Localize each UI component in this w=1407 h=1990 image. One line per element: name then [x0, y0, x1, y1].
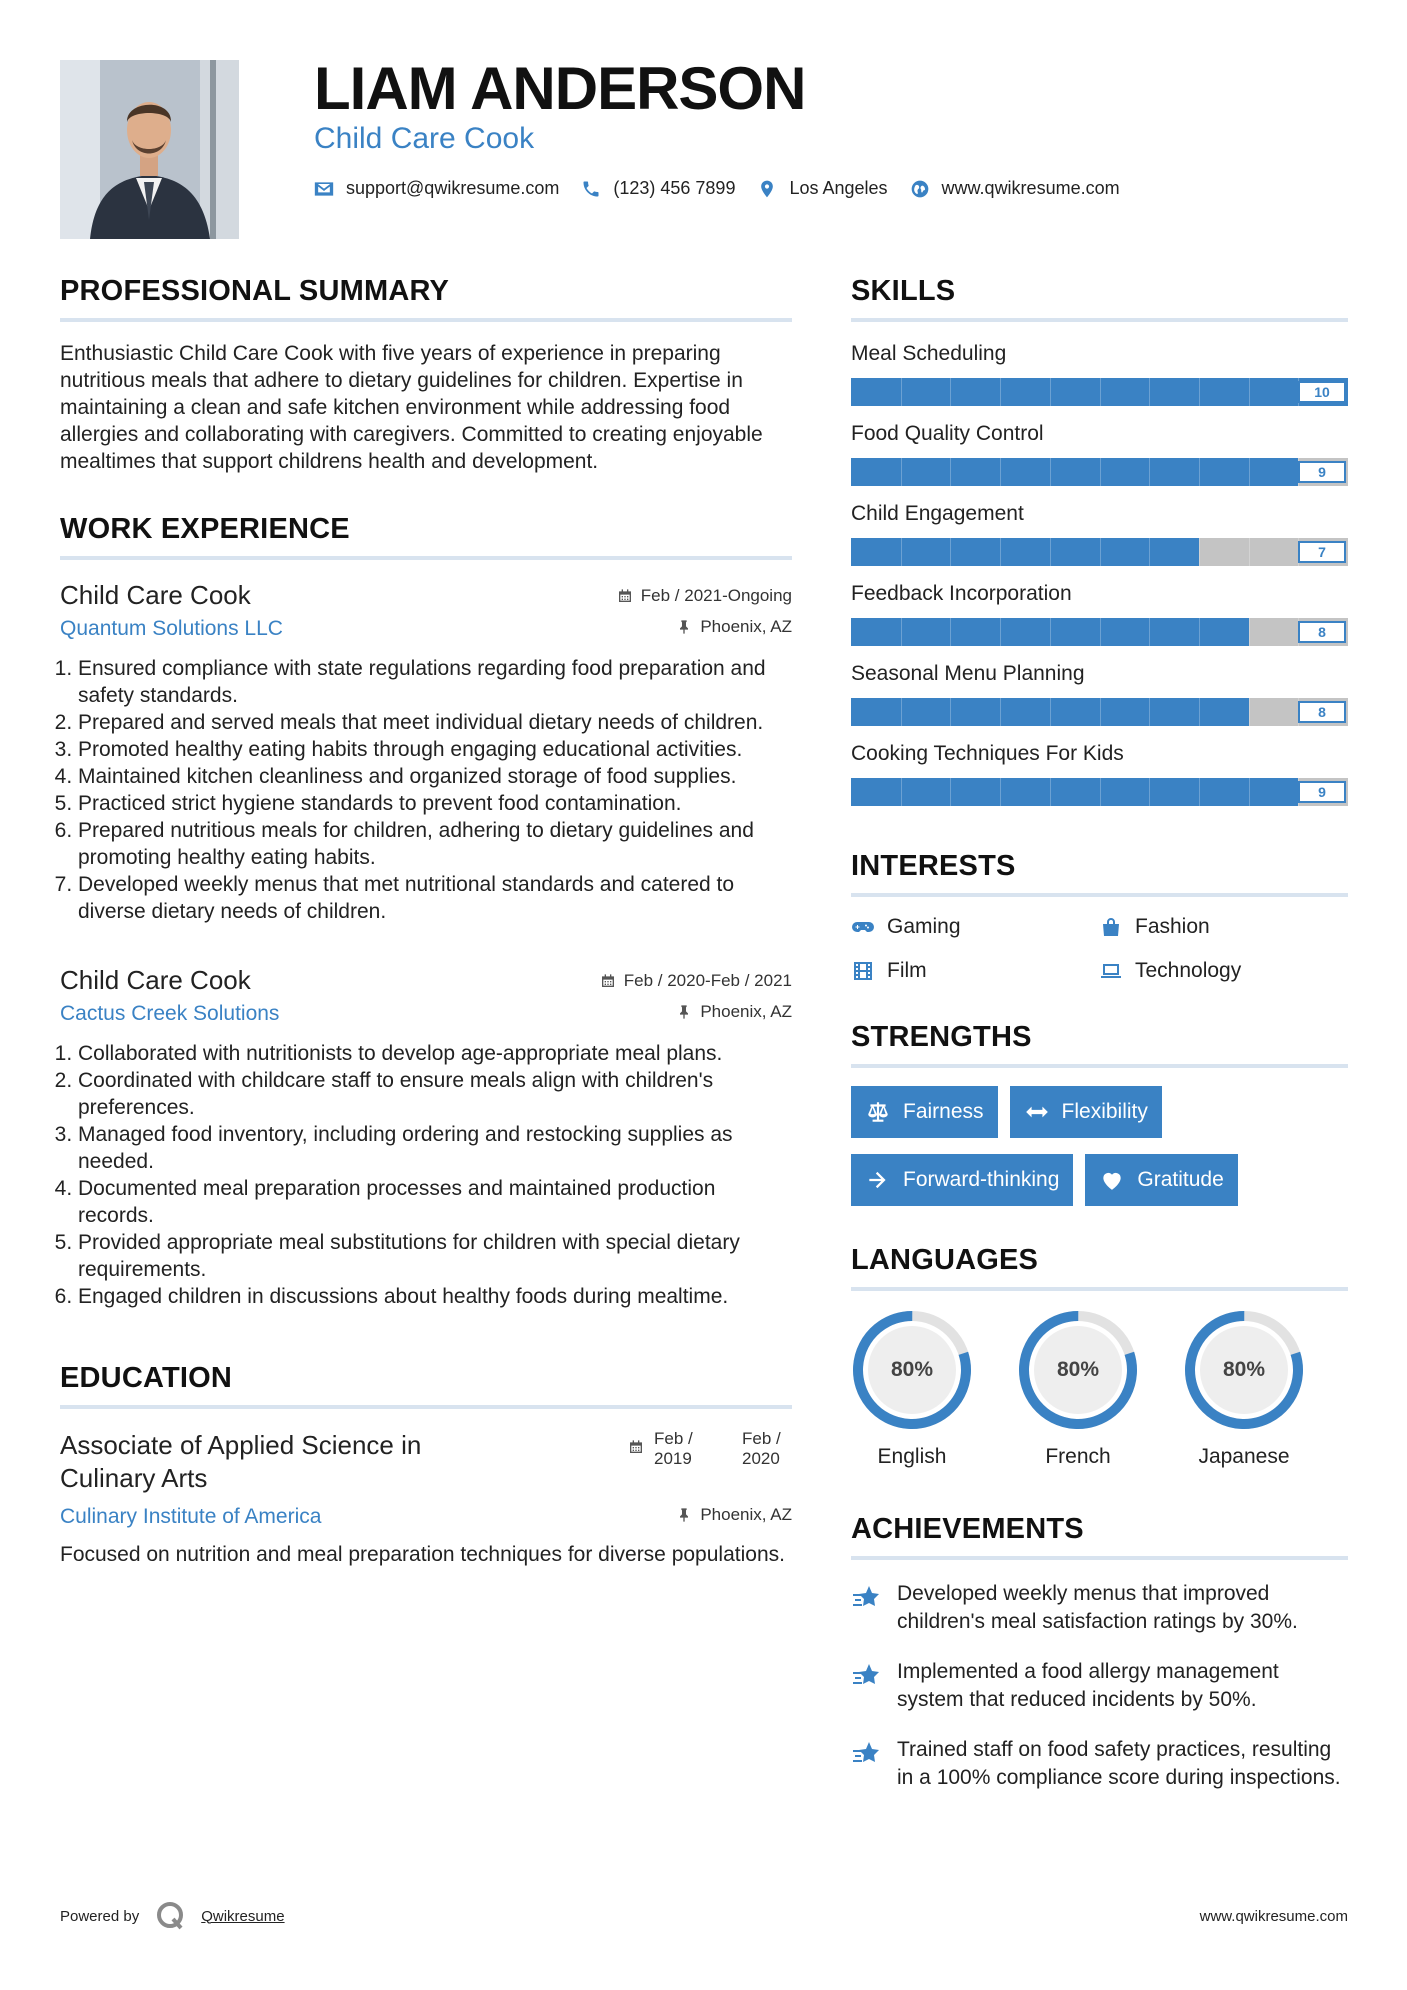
- interest-label: Film: [887, 959, 927, 982]
- job-title: Child Care Cook: [60, 965, 251, 995]
- arrows-horizontal-icon: [1024, 1099, 1050, 1125]
- education-school: Culinary Institute of America: [60, 1505, 322, 1528]
- contact-phone-text: (123) 456 7899: [613, 178, 736, 198]
- skill-bar: [851, 778, 1348, 806]
- interest-item: [851, 959, 1099, 983]
- achievement-text: Developed weekly menus that improved children's meal satisfaction ratings by 30%.: [897, 1582, 1298, 1633]
- contact-website-text: www.qwikresume.com: [941, 178, 1120, 198]
- skill-bar-segment: [1249, 458, 1250, 486]
- skill-bar-segment: [950, 618, 951, 646]
- summary-heading: PROFESSIONAL SUMMARY: [60, 275, 792, 322]
- list-item: 1. Ensured compliance with state regulations regarding food preparation and safety standards.: [78, 655, 792, 709]
- interest-item: [1099, 959, 1347, 983]
- education-section: [60, 1362, 792, 1568]
- candidate-title: Child Care Cook: [314, 122, 535, 155]
- skill-bar-segment: [1100, 698, 1101, 726]
- contact-location: [757, 178, 887, 199]
- interest-item: [851, 915, 1099, 939]
- contact-email[interactable]: [314, 178, 559, 199]
- skill-bar-segment: [950, 538, 951, 566]
- education-degree: Associate of Applied Science in Culinary Arts: [60, 1430, 422, 1493]
- skill-bar-segment: [1050, 778, 1051, 806]
- language-name: Japanese: [1198, 1445, 1290, 1468]
- achievement-item: [851, 1658, 1348, 1714]
- achievements-section: [851, 1513, 1348, 1792]
- job-company: Quantum Solutions LLC: [60, 617, 283, 640]
- education-dates: [628, 1429, 792, 1469]
- language-ring: [1017, 1309, 1139, 1431]
- calendar-icon: [600, 973, 616, 989]
- list-item: 3. Promoted healthy eating habits through engaging educational activities.: [78, 736, 792, 763]
- skill-bar-segment: [1050, 618, 1051, 646]
- list-item: 7. Developed weekly menus that met nutritional standards and catered to diverse dietary needs of children.: [78, 871, 792, 925]
- skill-name: Meal Scheduling: [851, 342, 1007, 365]
- skill-bar-segment: [950, 698, 951, 726]
- list-item: 3. Managed food inventory, including ordering and restocking supplies as needed.: [78, 1121, 792, 1175]
- contact-phone[interactable]: [581, 178, 735, 199]
- footer-url[interactable]: www.qwikresume.com: [1199, 1908, 1348, 1925]
- gamepad-icon: [851, 915, 875, 939]
- strength-label: Flexibility: [1061, 1100, 1148, 1123]
- pushpin-icon: [676, 1004, 692, 1020]
- skill-bar-segment: [1149, 698, 1150, 726]
- education-start: Feb / 2019: [654, 1429, 693, 1468]
- languages-section: [851, 1244, 1348, 1469]
- strength-label: Forward-thinking: [903, 1168, 1060, 1191]
- language-ring: [1183, 1309, 1305, 1431]
- skill-bar-segment: [950, 378, 951, 406]
- skill-score: 9: [1298, 461, 1346, 483]
- contact-email-text: support@qwikresume.com: [346, 178, 560, 198]
- skill-bar: [851, 378, 1348, 406]
- job-entry-1: [60, 580, 792, 925]
- star-badge-icon: [851, 1582, 883, 1614]
- star-badge-icon: [851, 1660, 883, 1692]
- skill-bar-segment: [1050, 538, 1051, 566]
- skill-score: 10: [1298, 381, 1346, 403]
- language-item: [1183, 1309, 1305, 1469]
- strength-tag: [1085, 1154, 1237, 1206]
- skill-item: [851, 422, 1348, 486]
- skills-section: [851, 275, 1348, 806]
- skill-bar-segment: [901, 378, 902, 406]
- contact-website[interactable]: [910, 178, 1120, 199]
- summary-text: Enthusiastic Child Care Cook with five years of experience in preparing nutritious meals that adhere to dietary guidelines for children. Expertise in maintaining a clean and safe kitchen environment while addressing food allergies and collaborating with caregivers. Committed to creating enjoyable mealtimes that support childrens health and development.: [60, 342, 763, 473]
- interest-label: Technology: [1135, 959, 1242, 982]
- contact-location-text: Los Angeles: [789, 178, 888, 198]
- job-location: [676, 617, 792, 637]
- skill-score: 7: [1298, 541, 1346, 563]
- strength-tag: [851, 1154, 1073, 1206]
- experience-heading: WORK EXPERIENCE: [60, 513, 792, 560]
- skill-bar-segment: [1199, 538, 1200, 566]
- skill-bar-segment: [1100, 778, 1101, 806]
- skill-name: Child Engagement: [851, 502, 1024, 525]
- education-description: Focused on nutrition and meal preparation techniques for diverse populations.: [60, 1543, 785, 1566]
- skill-name: Feedback Incorporation: [851, 582, 1072, 605]
- language-percent: 80%: [1222, 1358, 1266, 1381]
- calendar-icon: [628, 1439, 644, 1455]
- skill-bar: [851, 538, 1348, 566]
- languages-heading: LANGUAGES: [851, 1244, 1348, 1291]
- skill-bar-fill: [851, 778, 1298, 806]
- skill-bar-segment: [1149, 378, 1150, 406]
- education-heading: EDUCATION: [60, 1362, 792, 1409]
- skill-item: [851, 742, 1348, 806]
- achievement-item: [851, 1736, 1348, 1792]
- skill-bar-segment: [1199, 778, 1200, 806]
- profile-photo-image: [60, 60, 239, 239]
- skill-bar: [851, 618, 1348, 646]
- skill-bar-segment: [1249, 538, 1250, 566]
- skill-bar-segment: [1199, 618, 1200, 646]
- summary-section: [60, 275, 792, 475]
- interest-label: Fashion: [1135, 915, 1210, 938]
- laptop-icon: [1099, 959, 1123, 983]
- skills-list: [851, 342, 1348, 806]
- skill-bar-segment: [1000, 618, 1001, 646]
- strength-label: Gratitude: [1137, 1168, 1224, 1191]
- language-ring: [851, 1309, 973, 1431]
- interest-label: Gaming: [887, 915, 961, 938]
- job-company: Cactus Creek Solutions: [60, 1002, 280, 1025]
- skill-bar-segment: [950, 458, 951, 486]
- footer-powered-by: [60, 1900, 285, 1932]
- phone-icon: [581, 179, 601, 199]
- skill-bar-segment: [1050, 458, 1051, 486]
- list-item: 6. Prepared nutritious meals for children, adhering to dietary guidelines and promoting healthy eating habits.: [78, 817, 792, 871]
- skill-bar-segment: [1100, 458, 1101, 486]
- skill-bar-segment: [1100, 538, 1101, 566]
- job-location: [676, 1002, 792, 1022]
- job-location-text: Phoenix, AZ: [700, 1002, 792, 1021]
- achievements-heading: ACHIEVEMENTS: [851, 1513, 1348, 1560]
- skill-bar-segment: [1249, 698, 1250, 726]
- achievement-text: Implemented a food allergy management system that reduced incidents by 50%.: [897, 1660, 1279, 1711]
- left-column: [60, 275, 792, 1568]
- skill-bar-segment: [1249, 618, 1250, 646]
- education-location: [676, 1505, 792, 1525]
- skill-bar-segment: [1249, 778, 1250, 806]
- language-name: French: [1045, 1445, 1111, 1468]
- skill-item: [851, 582, 1348, 646]
- list-item: 5. Provided appropriate meal substitutions for children with special dietary requirements.: [78, 1229, 792, 1283]
- skill-bar: [851, 458, 1348, 486]
- skill-bar-segment: [1199, 378, 1200, 406]
- star-badge-icon: [851, 1738, 883, 1770]
- skill-score: 9: [1298, 781, 1346, 803]
- skill-bar-segment: [1249, 378, 1250, 406]
- job-date-text: Feb / 2020-Feb / 2021: [623, 971, 792, 990]
- balance-scale-icon: [865, 1099, 891, 1125]
- skill-bar-segment: [901, 618, 902, 646]
- language-item: [1017, 1309, 1139, 1469]
- strengths-section: [851, 1021, 1348, 1206]
- skill-bar-segment: [901, 778, 902, 806]
- job-location-text: Phoenix, AZ: [700, 617, 792, 636]
- language-item: [851, 1309, 973, 1469]
- list-item: 1. Collaborated with nutritionists to develop age-appropriate meal plans.: [78, 1040, 792, 1067]
- skill-bar-segment: [1149, 538, 1150, 566]
- skill-bar-segment: [1149, 618, 1150, 646]
- skill-bar-segment: [1199, 458, 1200, 486]
- contact-info: [314, 178, 1142, 199]
- strength-label: Fairness: [903, 1100, 984, 1123]
- skill-score: 8: [1298, 701, 1346, 723]
- skill-item: [851, 342, 1348, 406]
- language-percent: 80%: [1056, 1358, 1100, 1381]
- job-responsibilities: [60, 655, 792, 925]
- interest-item: [1099, 915, 1347, 939]
- strength-tag: [1010, 1086, 1162, 1138]
- right-column: [851, 275, 1348, 1814]
- skill-name: Food Quality Control: [851, 422, 1044, 445]
- list-item: 6. Engaged children in discussions about healthy foods during mealtime.: [78, 1283, 792, 1310]
- skill-bar-segment: [901, 538, 902, 566]
- job-date: [617, 586, 792, 606]
- skill-bar-segment: [1050, 698, 1051, 726]
- location-pin-icon: [757, 179, 777, 199]
- skill-name: Cooking Techniques For Kids: [851, 742, 1124, 765]
- language-name: English: [877, 1445, 947, 1468]
- skill-bar-segment: [1000, 458, 1001, 486]
- calendar-icon: [617, 588, 633, 604]
- education-location-text: Phoenix, AZ: [700, 1505, 792, 1524]
- achievement-text: Trained staff on food safety practices, resulting in a 100% compliance score during inspections.: [897, 1738, 1341, 1789]
- skill-bar-segment: [1050, 378, 1051, 406]
- job-title: Child Care Cook: [60, 580, 251, 610]
- skill-bar-segment: [1199, 698, 1200, 726]
- powered-by-text: Powered by: [60, 1907, 140, 1925]
- skill-bar-segment: [1100, 618, 1101, 646]
- skill-bar-segment: [901, 458, 902, 486]
- pushpin-icon: [676, 619, 692, 635]
- candidate-name: LIAM ANDERSON: [314, 55, 806, 122]
- job-responsibilities: [60, 1040, 792, 1310]
- interests-heading: INTERESTS: [851, 850, 1348, 897]
- skill-item: [851, 662, 1348, 726]
- languages-list: [851, 1309, 1348, 1469]
- heart-icon: [1099, 1167, 1125, 1193]
- qwikresume-logo-icon: [155, 1900, 187, 1932]
- list-item: 4. Maintained kitchen cleanliness and organized storage of food supplies.: [78, 763, 792, 790]
- skill-bar-segment: [1000, 698, 1001, 726]
- skill-name: Seasonal Menu Planning: [851, 662, 1085, 685]
- interests-section: [851, 850, 1348, 983]
- education-end: Feb / 2020: [742, 1429, 781, 1468]
- film-icon: [851, 959, 875, 983]
- skills-heading: SKILLS: [851, 275, 1348, 322]
- arrow-right-icon: [865, 1167, 891, 1193]
- list-item: 2. Prepared and served meals that meet individual dietary needs of children.: [78, 709, 792, 736]
- skill-bar-segment: [1100, 378, 1101, 406]
- experience-section: [60, 513, 792, 1310]
- job-date: [600, 971, 792, 991]
- skill-score: 8: [1298, 621, 1346, 643]
- shopping-bag-icon: [1099, 915, 1123, 939]
- list-item: 5. Practiced strict hygiene standards to prevent food contamination.: [78, 790, 792, 817]
- email-icon: [314, 179, 334, 199]
- pushpin-icon: [676, 1507, 692, 1523]
- profile-photo: [60, 60, 239, 239]
- globe-icon: [910, 179, 930, 199]
- skill-item: [851, 502, 1348, 566]
- list-item: 4. Documented meal preparation processes and maintained production records.: [78, 1175, 792, 1229]
- skill-bar-segment: [950, 778, 951, 806]
- job-date-text: Feb / 2021-Ongoing: [640, 586, 792, 605]
- list-item: 2. Coordinated with childcare staff to ensure meals align with children's preferences.: [78, 1067, 792, 1121]
- strength-tag: [851, 1086, 998, 1138]
- job-entry-2: [60, 965, 792, 1310]
- skill-bar-segment: [1000, 378, 1001, 406]
- language-percent: 80%: [890, 1358, 934, 1381]
- achievement-item: [851, 1580, 1348, 1636]
- skill-bar-segment: [1000, 538, 1001, 566]
- skill-bar-segment: [901, 698, 902, 726]
- skill-bar-fill: [851, 538, 1199, 566]
- skill-bar: [851, 698, 1348, 726]
- skill-bar-segment: [1149, 778, 1150, 806]
- skill-bar-fill: [851, 458, 1298, 486]
- skill-bar-segment: [1149, 458, 1150, 486]
- qwikresume-link[interactable]: Qwikresume: [201, 1907, 285, 1925]
- strengths-heading: STRENGTHS: [851, 1021, 1348, 1068]
- skill-bar-segment: [1000, 778, 1001, 806]
